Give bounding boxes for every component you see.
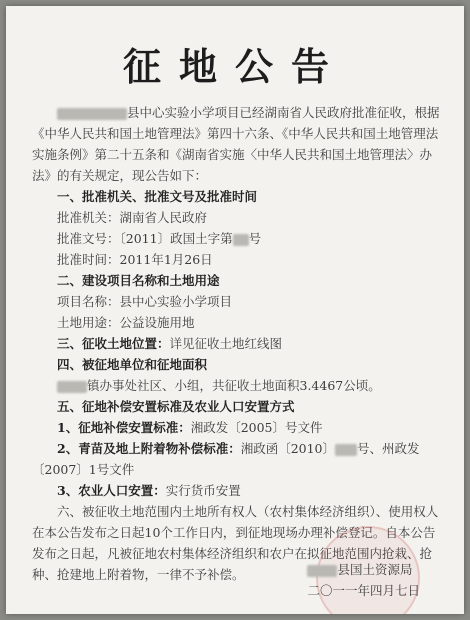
section-5-item-2: 2、青苗及地上附着物补偿标准：湘政函〔2010〕 号、州政发〔2007〕1号文件 — [32, 441, 420, 477]
issue-date: 二〇一一年四月七日 — [307, 583, 420, 598]
section-5-heading: 五、征地补偿安置标准及农业人口安置方式 — [57, 399, 295, 414]
section-4-heading: 四、被征地单位和征地面积 — [57, 357, 208, 372]
notice-body — [32, 102, 442, 585]
redacted-text — [307, 565, 337, 577]
notice-document — [6, 6, 464, 614]
section-5-item-3: 3、农业人口安置：实行货币安置 — [57, 483, 241, 498]
land-use: 土地用途：公益设施用地 — [57, 315, 195, 330]
approval-authority: 批准机关：湖南省人民政府 — [57, 210, 208, 225]
issuing-organization: 县国土资源局 — [307, 559, 420, 580]
section-1-heading: 一、批准机关、批准文号及批准时间 — [57, 189, 258, 204]
signature-block — [307, 559, 420, 601]
notice-title: 征地公告 — [122, 44, 347, 89]
project-name: 项目名称：县中心实验小学项目 — [57, 294, 233, 309]
intro-paragraph: 县中心实验小学项目已经湖南省人民政府批准征收，根据《中华人民共和国土地管理法》第四十六条、《中华人民共和国土地管理法实施条例》第二十五条和《湖南省实施〈中华人民共和国土地管理法〉办法》的有关规定，现公告如下： — [32, 105, 440, 183]
section-2-heading: 二、建设项目名称和土地用途 — [57, 273, 220, 288]
redacted-text — [57, 108, 127, 120]
approval-docno: 批准文号：〔2011〕政国土字第 号 — [57, 231, 262, 246]
redacted-text — [233, 234, 249, 246]
redacted-text — [335, 444, 357, 456]
approval-date: 批准时间：2011年1月26日 — [57, 252, 213, 267]
section-5-item-1: 1、征地补偿安置标准：湘政发〔2005〕号文件 — [57, 420, 323, 435]
section-4-text: 镇办事处社区、小组，共征收土地面积3.4467公顷。 — [32, 375, 442, 396]
section-3: 三、征收土地位置：详见征收土地红线图 — [57, 336, 283, 351]
section-6: 六、被征收土地范围内土地所有权人（农村集体经济组织）、使用权人在本公告发布之日起10个工作日内，到征地现场办理补偿登记。自本公告发布之日起，凡被征地农村集体经济组织和农户在拟征地范围内抢栽、抢种、抢建地上附着物，一律不予补偿。 — [32, 504, 439, 582]
redacted-text — [57, 381, 87, 393]
